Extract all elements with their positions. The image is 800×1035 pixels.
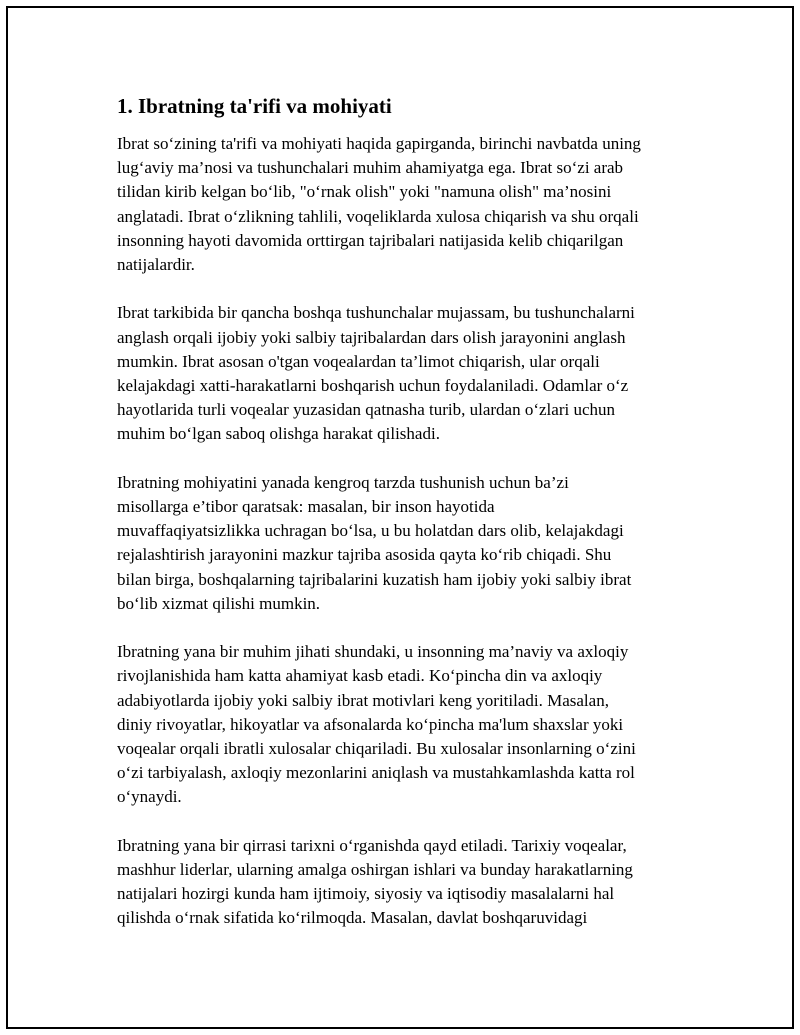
text-line: bo‘lib xizmat qilishi mumkin. <box>117 593 321 613</box>
text-line: muhim bo‘lgan saboq olishga harakat qilishadi. <box>117 424 440 444</box>
text-line: natijalardir. <box>117 255 195 275</box>
text-line: Ibrat tarkibida bir qancha boshqa tushunchalar mujassam, bu tushunchalarni <box>117 303 635 323</box>
paragraph-3 <box>117 471 697 616</box>
text-line: muvaffaqiyatsizlikka uchragan bo‘lsa, u bu holatdan dars olib, kelajakdagi <box>117 521 624 541</box>
text-line: bilan birga, boshqalarning tajribalarini kuzatish ham ijobiy yoki salbiy ibrat <box>117 569 632 589</box>
text-line: Ibratning yana bir qirrasi tarixni o‘rganishda qayd etiladi. Tarixiy voqealar, <box>117 835 627 855</box>
text-line: anglash orqali ijobiy yoki salbiy tajribalardan dars olish jarayonini anglash <box>117 327 626 347</box>
text-line: kelajakdagi xatti-harakatlarni boshqarish uchun foydalaniladi. Odamlar o‘z <box>117 376 629 396</box>
paragraph-2 <box>117 301 697 446</box>
document-body <box>117 92 697 955</box>
text-line: qilishda o‘rnak sifatida ko‘rilmoqda. Masalan, davlat boshqaruvidagi <box>117 908 588 928</box>
text-line: hayotlarida turli voqealar yuzasidan qatnasha turib, ulardan o‘zlari uchun <box>117 400 616 420</box>
text-line: mashhur liderlar, ularning amalga oshirgan ishlari va bunday harakatlarning <box>117 860 633 880</box>
text-line: adabiyotlarda ijobiy yoki salbiy ibrat motivlari keng yoritiladi. Masalan, <box>117 690 609 710</box>
text-line: o‘ynaydi. <box>117 787 182 807</box>
paragraph-1 <box>117 132 697 277</box>
paragraph-5 <box>117 834 697 931</box>
text-line: tilidan kirib kelgan bo‘lib, "o‘rnak olish" yoki "namuna olish" ma’nosini <box>117 182 612 202</box>
text-line: natijalari hozirgi kunda ham ijtimoiy, siyosiy va iqtisodiy masalalarni hal <box>117 884 615 904</box>
section-heading: 1. Ibratning ta'rifi va mohiyati <box>117 94 392 118</box>
text-line: voqealar orqali ibratli xulosalar chiqariladi. Bu xulosalar insonlarning o‘zini <box>117 739 636 759</box>
text-line: mumkin. Ibrat asosan o'tgan voqealardan ta’limot chiqarish, ular orqali <box>117 351 600 371</box>
text-line: misollarga e’tibor qaratsak: masalan, bir inson hayotida <box>117 497 495 517</box>
text-line: lug‘aviy ma’nosi va tushunchalari muhim ahamiyatga ega. Ibrat so‘zi arab <box>117 158 624 178</box>
text-line: o‘zi tarbiyalash, axloqiy mezonlarini aniqlash va mustahkamlashda katta rol <box>117 763 635 783</box>
text-line: Ibratning mohiyatini yanada kengroq tarzda tushunish uchun ba’zi <box>117 472 569 492</box>
text-line: Ibrat so‘zining ta'rifi va mohiyati haqida gapirganda, birinchi navbatda uning <box>117 134 641 153</box>
text-line: insonning hayoti davomida orttirgan tajribalari natijasida kelib chiqarilgan <box>117 230 624 250</box>
text-line: anglatadi. Ibrat o‘zlikning tahlili, voqeliklarda xulosa chiqarish va shu orqali <box>117 206 639 226</box>
text-line: Ibratning yana bir muhim jihati shundaki, u insonning ma’naviy va axloqiy <box>117 642 629 662</box>
text-line: rejalashtirish jarayonini mazkur tajriba asosida qayta ko‘rib chiqadi. Shu <box>117 545 612 565</box>
text-line: diniy rivoyatlar, hikoyatlar va afsonalarda ko‘pincha ma'lum shaxslar yoki <box>117 714 624 734</box>
paragraph-4 <box>117 640 697 809</box>
text-line: rivojlanishida ham katta ahamiyat kasb etadi. Ko‘pincha din va axloqiy <box>117 666 603 686</box>
